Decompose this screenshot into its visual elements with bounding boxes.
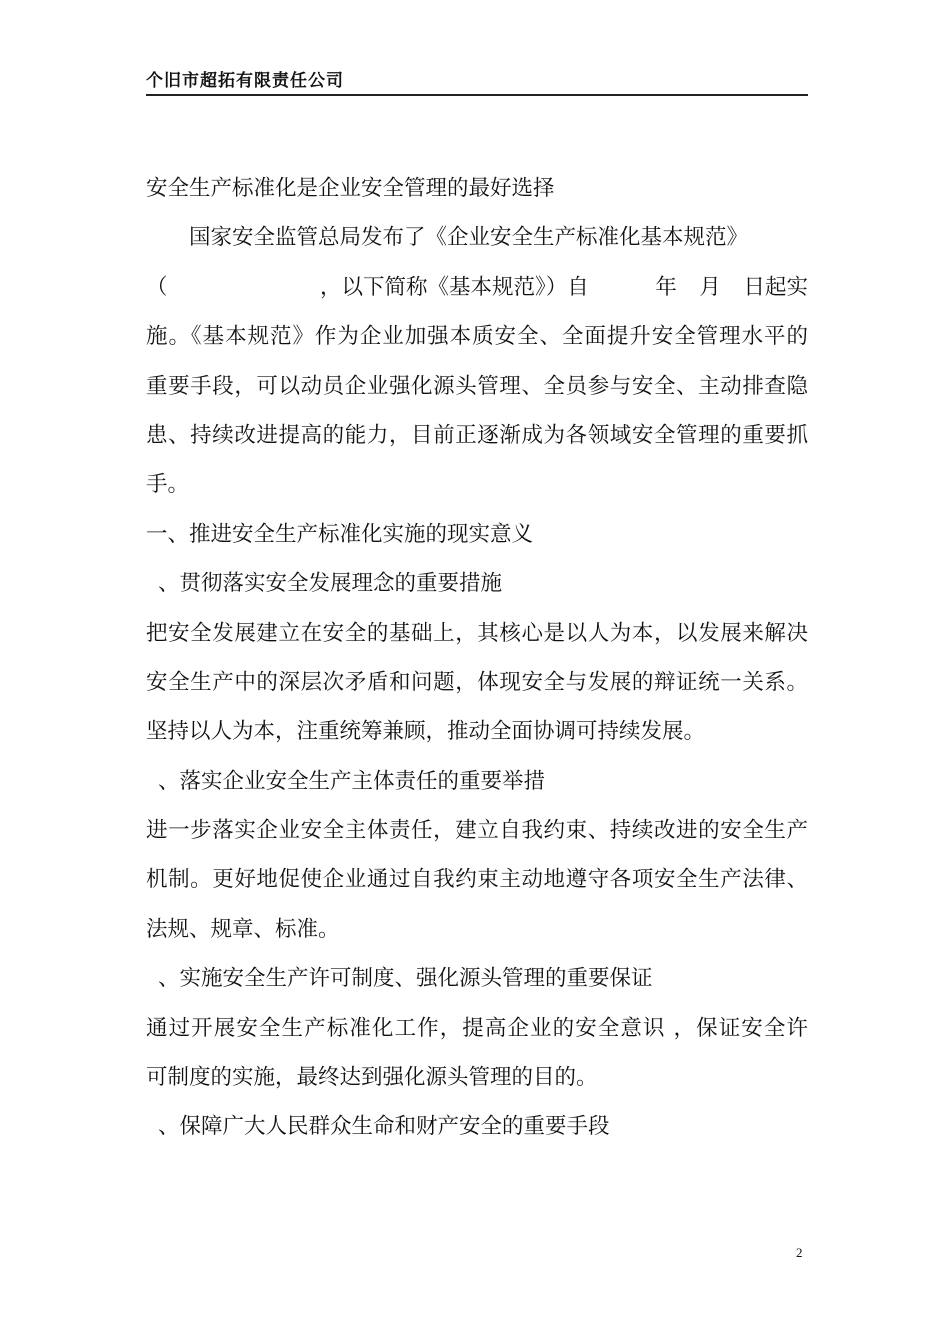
- subsection-1-line-2: 安全生产中的深层次矛盾和问题，体现安全与发展的辩证统一关系。: [146, 669, 808, 695]
- section-heading-1: 一、推进安全生产标准化实施的现实意义: [146, 521, 534, 547]
- subsection-3-line-1: 通过开展安全生产标准化工作，提高企业的安全意识 ，保证安全许: [146, 1015, 808, 1041]
- intro-line-1: 国家安全监管总局发布了《企业安全生产标准化基本规范》: [189, 225, 749, 251]
- intro-date-line: [146, 263, 808, 312]
- date-line-abbrev: ，以下简称《基本规范》）自: [320, 274, 589, 300]
- intro-line-4: 重要手段，可以动员企业强化源头管理、全员参与安全、主动排查隐: [146, 373, 808, 399]
- intro-line-3: 施。《基本规范》作为企业加强本质安全、全面提升安全管理水平的: [146, 324, 808, 350]
- intro-line-6: 手。: [146, 472, 190, 498]
- header-company-name: 个旧市超拓有限责任公司: [146, 71, 344, 91]
- date-line-open-paren: （: [146, 274, 168, 300]
- document-body: [146, 164, 808, 1152]
- date-line-month: 月: [699, 274, 721, 300]
- subsection-heading-2: 、落实企业安全生产主体责任的重要举措: [158, 768, 546, 794]
- date-line-year: 年: [655, 274, 677, 300]
- subsection-2-line-3: 法规、规章、标准。: [146, 916, 340, 942]
- subsection-1-line-3: 坚持以人为本，注重统筹兼顾，推动全面协调可持续发展。: [146, 719, 706, 745]
- subsection-3-line-2: 可制度的实施，最终达到强化源头管理的目的。: [146, 1065, 598, 1091]
- subsection-2-line-2: 机制。更好地促使企业通过自我约束主动地遵守各项安全生产法律、: [146, 867, 808, 893]
- subsection-heading-4: 、保障广大人民群众生命和财产安全的重要手段: [158, 1114, 610, 1140]
- subsection-1-line-1: 把安全发展建立在安全的基础上，其核心是以人为本，以发展来解决: [146, 620, 808, 646]
- subsection-2-line-1: 进一步落实企业安全主体责任，建立自我约束、持续改进的安全生产: [146, 818, 808, 844]
- header-rule: [146, 94, 808, 96]
- intro-line-5: 患、持续改进提高的能力，目前正逐渐成为各领域安全管理的重要抓: [146, 422, 808, 448]
- document-title: 安全生产标准化是企业安全管理的最好选择: [146, 176, 555, 201]
- date-line-day: 日起实: [743, 274, 808, 300]
- page-number: 2: [796, 1245, 803, 1260]
- subsection-heading-1: 、贯彻落实安全发展理念的重要措施: [158, 571, 503, 597]
- subsection-heading-3: 、实施安全生产许可制度、强化源头管理的重要保证: [158, 966, 653, 992]
